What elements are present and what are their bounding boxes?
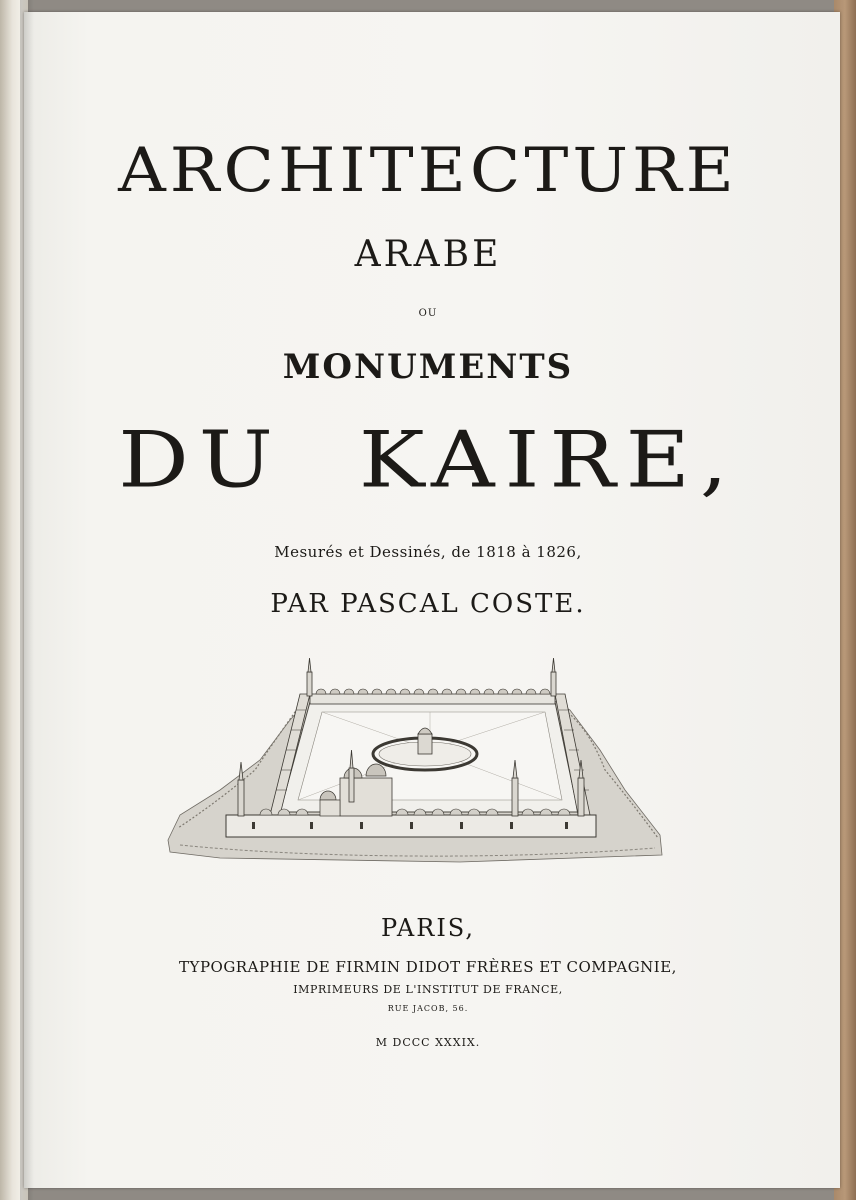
subtitle-measured-drawn: Mesurés et Dessinés, de 1818 à 1826, (274, 543, 582, 561)
author-line: PAR PASCAL COSTE. (270, 589, 586, 619)
mosque-engraving-icon (160, 650, 670, 870)
title-line-monuments: MONUMENTS (282, 347, 574, 387)
imprint-role: IMPRIMEURS DE L'INSTITUT DE FRANCE, (293, 983, 563, 996)
imprint-city: PARIS, (380, 914, 476, 942)
title-connector-ou: OU (418, 308, 438, 319)
title-line-arabe: ARABE (354, 234, 502, 275)
imprint-address: RUE JACOB, 56. (387, 1004, 469, 1013)
imprint-year: M DCCC XXXIX. (375, 1036, 481, 1049)
title-line-du-kaire: DU KAIRE, (118, 414, 738, 505)
imprint-printer: TYPOGRAPHIE DE FIRMIN DIDOT FRÈRES ET COMPAGNIE, (179, 958, 677, 976)
title-line-architecture: ARCHITECTURE (118, 135, 738, 206)
